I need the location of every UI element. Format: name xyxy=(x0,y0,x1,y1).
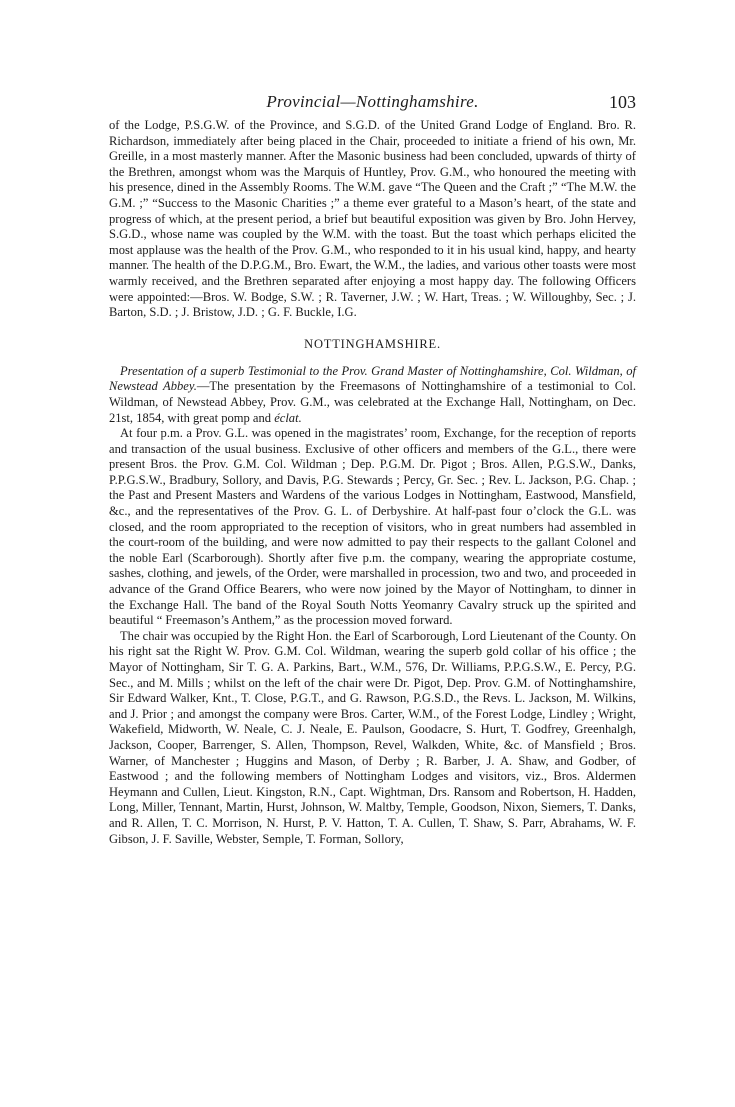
paragraph-presentation xyxy=(109,364,636,426)
paragraph-chair: The chair was occupied by the Right Hon. the Earl of Scarborough, Lord Lieutenant of the County. On his right sat the Right W. Prov. G.M. Col. Wildman, wearing the superb gold collar of his office ; the Mayor of Nottingham, Sir T. G. A. Parkins, Bart., W.M., 576, Dr. Williams, P.P.G.S.W., E. Percy, P.G. Sec., and M. Mills ; whilst on the left of the chair were Dr. Pigot, Dep. Prov. G.M. of Nottinghamshire, Sir Edward Walker, Knt., T. Close, P.G.T., and G. Rawson, P.G.S.D., the Revs. L. Jackson, M. Wilkins, and J. Prior ; and amongst the company were Bros. Carter, W.M., of the Forest Lodge, Lindley ; Wright, Wakefield, Midworth, W. Neale, C. J. Neale, E. Paulson, Goodacre, S. Hurt, T. Godfrey, Greenhalgh, Jackson, Cooper, Barrenger, S. Allen, Thompson, Revel, Walkden, White, &c. of Mansfield ; Bros. Warner, of Manchester ; Huggins and Mason, of Derby ; R. Barber, J. A. Shaw, and Godber, of Eastwood ; and the following members of Nottingham Lodges and visitors, viz., Bros. Aldermen Heymann and Cullen, Lieut. Kingston, R.N., Capt. Wightman, Drs. Ransom and Robertson, H. Hadden, Long, Miller, Tennant, Martin, Hurst, Johnson, W. Maltby, Temple, Goodson, Nixon, Siemers, T. Danks, and R. Allen, T. C. Morrison, N. Hurst, P. V. Hatton, T. A. Cullen, T. Shaw, S. Parr, Abrahams, W. F. Gibson, J. F. Saville, Webster, Semple, T. Forman, Sollory, xyxy=(109,628,636,846)
paragraph-grand-lodge: At four p.m. a Prov. G.L. was opened in the magistrates’ room, Exchange, for the reception of reports and transaction of the usual business. Exclusive of other officers and members of the G.L., there were present Bros. the Prov. G.M. Col. Wildman ; Dep. P.G.M. Dr. Pigot ; Bros. Allen, P.G.S.W., Danks, P.P.G.S.W., Bradbury, Sollory, and Davis, P.G. Stewards ; Percy, Gr. Sec. ; Rev. L. Jackson, P.G. Chap. ; the Past and Present Masters and Wardens of the various Lodges in Nottingham, Eastwood, Mansfield, &c., and the representatives of the Prov. G. L. of Derbyshire. At half-past four o’clock the G.L. was closed, and the room appropriated to the reception of visitors, who in great numbers had assembled in the court-room of the building, and were now admitted to pay their respects to the gallant Colonel and the noble Earl (Scarborough). Shortly after five p.m. the company, wearing the appropriate costume, sashes, clothing, and jewels, of the Order, were marshalled in procession, two and two, and proceeded in advance of the Grand Office Bearers, who were now joined by the Mayor of Nottingham, to dinner in the Exchange Hall. The band of the Royal South Notts Yeomanry Cavalry struck up the spirited and beautiful “ Freemason’s Anthem,” as the procession moved forward. xyxy=(109,426,636,628)
paragraph-lead-in: Presentation of a superb Testimonial to the Prov. Grand Master of Nottinghamshire, Col. Wildman, of Newstead Abbey. xyxy=(109,363,636,394)
running-head xyxy=(109,92,636,118)
running-title: Provincial—Nottinghamshire. xyxy=(266,92,479,111)
paragraph-presentation-body: —The presentation by the Freemasons of Nottinghamshire of a testimonial to Col. Wildman, of Newstead Abbey, Prov. G.M., was celebrated at the Exchange Hall, Nottingham, on Dec. 21st, 1854, with great pomp and xyxy=(109,379,636,425)
journal-page xyxy=(109,92,636,847)
section-heading: NOTTINGHAMSHIRE. xyxy=(304,336,441,351)
page-number: 103 xyxy=(609,92,636,112)
eclat-word: éclat. xyxy=(274,410,302,425)
paragraph-lodge-dinner: of the Lodge, P.S.G.W. of the Province, and S.G.D. of the United Grand Lodge of England. Bro. R. Richardson, immediately after being placed in the Chair, proceeded to initiate a friend of his own, Mr. Greille, in a most masterly manner. After the Masonic business had been concluded, upwards of thirty of the Brethren, amongst whom was the Marquis of Huntley, Prov. G.M., who honoured the meeting with his presence, dined in the Assembly Rooms. The W.M. gave “The Queen and the Craft ;” “The M.W. the G.M. ;” “Success to the Masonic Charities ;” a theme ever grateful to a Mason’s heart, of the state and progress of which, at the present period, a brief but beautiful exposition was given by Bro. John Hervey, S.G.D., whose name was coupled by the W.M. with the toast. But the toast which perhaps elicited the most applause was the health of the Prov. G.M., who responded to it in his usual kind, happy, and hearty manner. The health of the D.P.G.M., Bro. Ewart, the W.M., the ladies, and various other toasts were most warmly received, and the Brethren separated after enjoying a most happy day. The following Officers were appointed:—Bros. W. Bodge, S.W. ; R. Taverner, J.W. ; W. Hart, Treas. ; W. Willoughby, Sec. ; J. Barton, S.D. ; J. Bristow, J.D. ; G. F. Buckle, I.G. xyxy=(109,118,636,320)
